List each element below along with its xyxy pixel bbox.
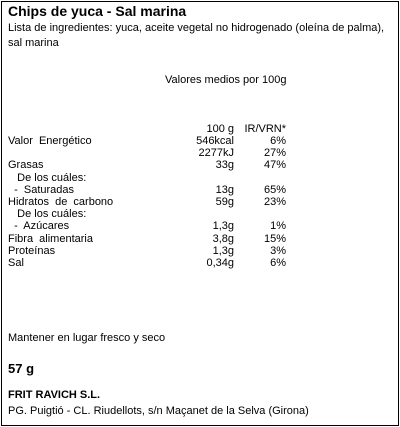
nutrient-percent: 65% xyxy=(263,183,286,196)
nutrient-percent: 1% xyxy=(270,220,286,233)
product-title: Chips de yuca - Sal marina xyxy=(8,3,187,19)
nutrient-value: 3,8g xyxy=(212,232,234,245)
nutrition-row xyxy=(0,208,400,221)
nutrition-row xyxy=(0,135,400,148)
nutrient-value: 33g xyxy=(215,159,234,172)
ingredients-list: Lista de ingredientes: yuca, aceite vegetal no hidrogenado (oleína de palma), sal marina xyxy=(8,22,385,49)
nutrition-row xyxy=(0,245,400,258)
nutrient-value: 1,3g xyxy=(212,244,234,257)
storage-instructions: Mantener en lugar fresco y seco xyxy=(8,332,166,344)
nutrition-row xyxy=(0,233,400,246)
column-header-irvrn: IR/VRN* xyxy=(244,123,286,135)
nutrient-label: - Azúcares xyxy=(8,220,70,233)
nutrition-row xyxy=(0,147,400,160)
nutrient-label: - Saturadas xyxy=(8,183,75,196)
nutrient-label: Hidratos de carbono xyxy=(8,196,114,208)
nutrient-percent: 6% xyxy=(270,257,286,269)
nutrition-row xyxy=(0,172,400,185)
nutrient-value: 546kcal xyxy=(196,135,234,147)
nutrient-value: 1,3g xyxy=(212,220,234,233)
nutrient-label: Grasas xyxy=(8,159,44,172)
nutrient-value: 0,34g xyxy=(206,257,234,269)
nutrient-label: De los cuáles: xyxy=(8,208,87,221)
nutrition-row xyxy=(0,257,400,270)
company-address: PG. Puigtió - CL. Riudellots, s/n Maçanet de la Selva (Girona) xyxy=(8,405,309,417)
nutrient-percent: 3% xyxy=(270,244,286,257)
net-weight: 57 g xyxy=(8,361,35,376)
nutrition-heading: Valores medios por 100g xyxy=(165,74,287,86)
nutrient-label: Valor Energético xyxy=(8,135,92,147)
nutrient-percent: 15% xyxy=(263,232,286,245)
company-name: FRIT RAVICH S.L. xyxy=(8,389,101,401)
nutrition-row xyxy=(0,184,400,197)
nutrient-value: 2277kJ xyxy=(198,147,234,160)
nutrient-percent: 27% xyxy=(263,147,286,160)
column-header-100g: 100 g xyxy=(206,123,234,135)
nutrient-label: Sal xyxy=(8,257,24,269)
nutrient-value: 13g xyxy=(215,183,234,196)
nutrient-label: De los cuáles: xyxy=(8,171,87,184)
nutrient-percent: 47% xyxy=(263,159,286,172)
nutrition-row xyxy=(0,220,400,233)
nutrition-row xyxy=(0,159,400,172)
nutrient-percent: 6% xyxy=(270,135,286,147)
nutrient-percent: 23% xyxy=(263,196,286,208)
nutrient-label: Proteínas xyxy=(8,244,56,257)
nutrition-row xyxy=(0,196,400,209)
nutrient-value: 59g xyxy=(215,196,234,208)
nutrient-label: Fibra alimentaria xyxy=(8,232,93,245)
